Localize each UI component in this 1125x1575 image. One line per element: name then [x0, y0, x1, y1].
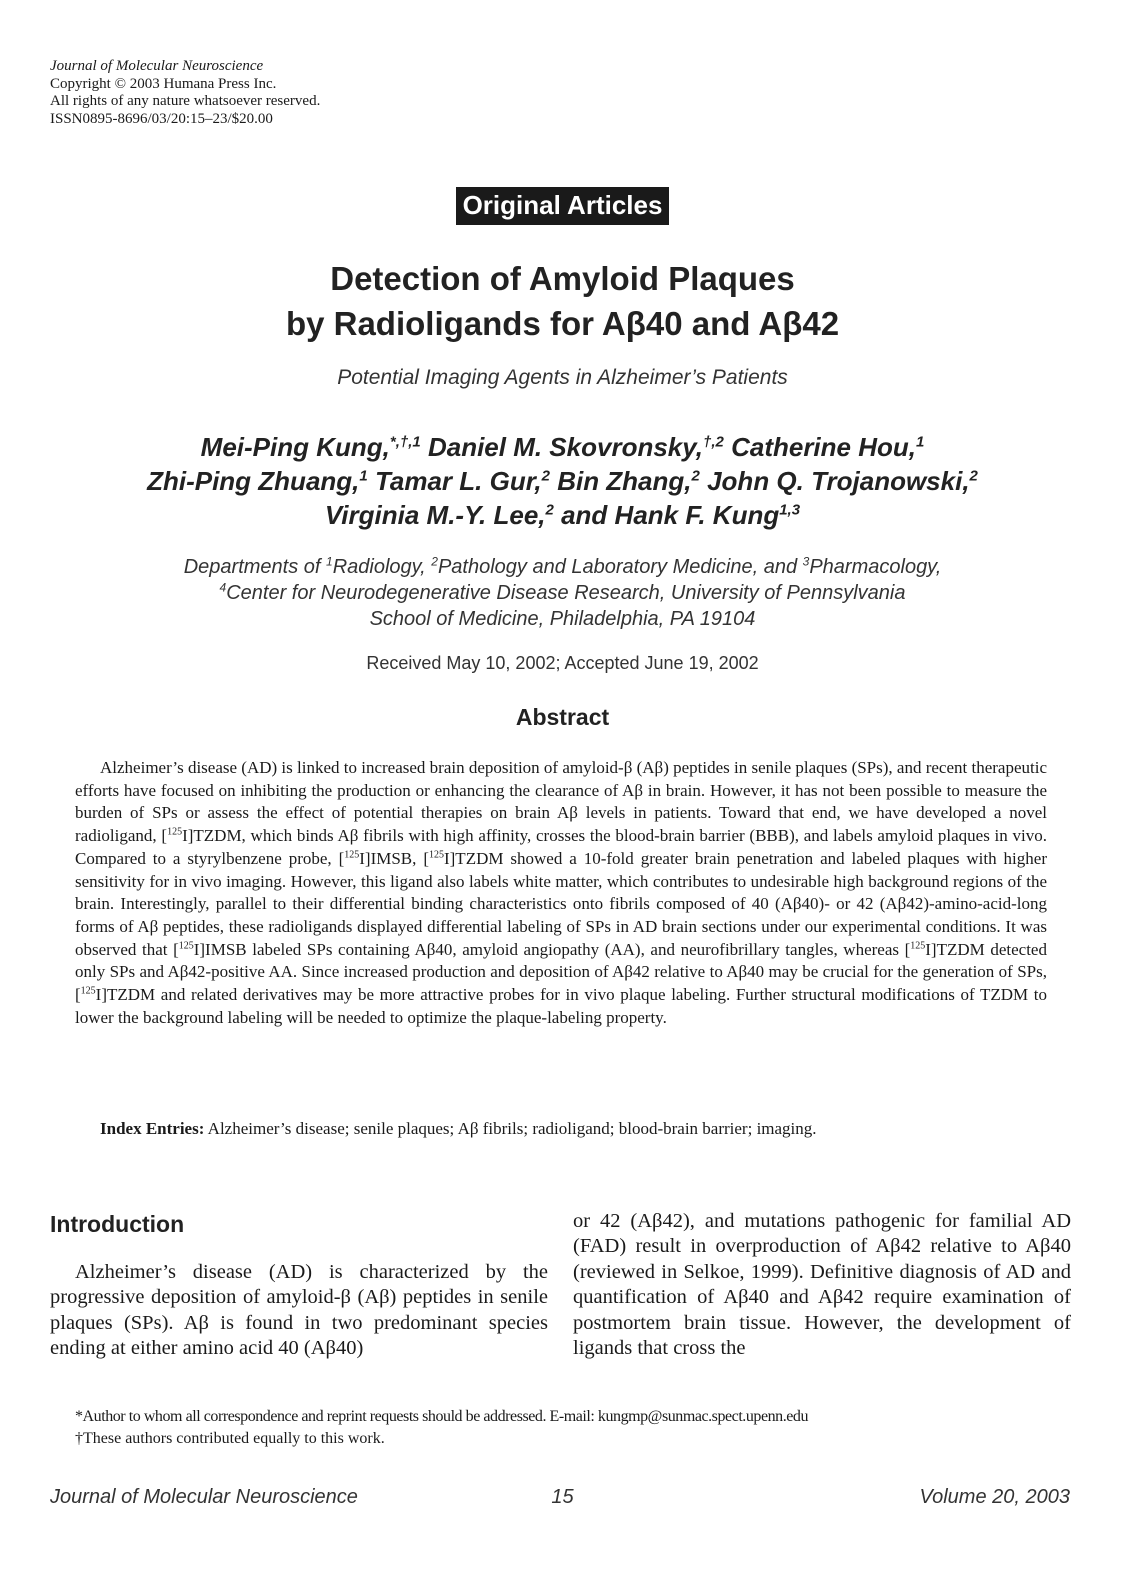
author-name: Daniel M. Skovronsky,: [427, 432, 703, 462]
author-affil-mark: 1: [359, 467, 368, 485]
footer-journal-name: Journal of Molecular Neuroscience: [50, 1486, 358, 1508]
affiliation-line-1: [0, 554, 1125, 580]
abstract-text: Alzheimer’s disease (AD) is linked to increased brain deposition of amyloid-β (Aβ) peptides in senile plaques (SPs), and recent therapeutic efforts have focused on inhibiting the production or enhancing the clearance of Aβ in brain. However, it has not been possible to measure the burden of SPs or assess the effect of potential therapies on brain Aβ levels in patients. Toward that end, we have developed a novel radioligand, [: [75, 758, 1047, 846]
journal-name: Journal of Molecular Neuroscience: [50, 58, 264, 74]
affiliation-line-2: [0, 580, 1125, 606]
affil-text: Pathology and Laboratory Medicine, and: [437, 556, 803, 578]
author-affil-mark: 1: [916, 433, 925, 451]
author-affil-mark: 1,3: [779, 501, 801, 519]
author-line-1: [0, 430, 1125, 464]
received-accepted-dates: Received May 10, 2002; Accepted June 19, 2002: [366, 653, 759, 673]
abstract-text: I]TZDM, which binds Aβ fibrils with high affinity, crosses the blood-brain barrier (BBB), and labels amyloid plaques in vivo. Compared to a styrylbenzene probe, [: [75, 826, 1047, 868]
author-name: John Q. Trojanowski,: [707, 466, 970, 496]
author-list: [0, 430, 1125, 532]
affil-text: Departments of: [183, 556, 327, 578]
author-name: and Hank F. Kung: [561, 500, 780, 530]
author-affil-mark: 2: [545, 501, 554, 519]
isotope-mark: 125: [167, 826, 183, 838]
title-line-2: by Radioligands for Aβ40 and Aβ42: [285, 305, 840, 342]
author-affil-mark: 2: [541, 467, 550, 485]
affil-mark: 4: [219, 580, 227, 595]
index-entries-text: Alzheimer’s disease; senile plaques; Aβ fibrils; radioligand; blood-brain barrier; imaging.: [204, 1119, 817, 1138]
copyright-line: Copyright © 2003 Humana Press Inc.: [50, 75, 277, 92]
affil-mark: 2: [431, 554, 438, 569]
abstract-text: I]IMSB, [: [359, 848, 429, 868]
author-name: Mei-Ping Kung,: [200, 432, 390, 462]
section-label-container: [0, 187, 1125, 225]
isotope-mark: 125: [428, 849, 444, 861]
index-entries: [100, 1118, 1060, 1140]
affil-mark: 1: [326, 554, 333, 569]
abstract-text: I]TZDM and related derivatives may be more attractive probes for in vivo plaque labeling. Further structural modifications of TZDM to lower the background labeling will be needed to optimize the plaque-labeling property.: [75, 985, 1047, 1027]
index-entries-label: Index Entries:: [100, 1119, 205, 1138]
author-name: Bin Zhang,: [557, 466, 692, 496]
author-name: Catherine Hou,: [731, 432, 916, 462]
journal-meta: [50, 58, 320, 128]
section-label: Original Articles: [456, 187, 670, 225]
isotope-mark: 125: [178, 939, 194, 951]
introduction-right-column: or 42 (Aβ42), and mutations pathogenic for familial AD (FAD) result in overproduction of Aβ42 relative to Aβ40 (reviewed in Selkoe, 1999). Definitive diagnosis of AD and quantification of Aβ40 and Aβ42 require examination of postmortem brain tissue. However, the development of ligands that cross the: [573, 1210, 1071, 1360]
author-name: Tamar L. Gur,: [374, 466, 542, 496]
affiliation-line-3: School of Medicine, Philadelphia, PA 19104: [369, 608, 756, 630]
author-name: Zhi-Ping Zhuang,: [147, 466, 360, 496]
rights-line: All rights of any nature whatsoever reserved.: [50, 93, 321, 109]
author-affil-mark: 2: [691, 467, 700, 485]
author-name: Virginia M.-Y. Lee,: [324, 500, 546, 530]
author-line-3: [0, 498, 1125, 532]
author-affil-mark: 2: [969, 467, 978, 485]
isotope-mark: 125: [910, 939, 926, 951]
affil-mark: 3: [802, 554, 810, 569]
isotope-mark: 125: [344, 849, 360, 861]
abstract-text: I]TZDM showed a 10-fold greater brain penetration and labeled plaques with higher sensitivity for in vivo imaging. However, this ligand also labels white matter, which contributes to undesirable high background regions of the brain. Interestingly, parallel to their differential binding characteristics onto fibrils composed of 40 (Aβ40)- or 42 (Aβ42)-amino-acid-long forms of Aβ peptides, these radioligands displayed differential labeling of SPs in AD brain sections under our experimental conditions. It was observed that [: [75, 848, 1047, 959]
author-affil-mark: *,†,1: [389, 433, 421, 451]
affil-text: Radiology,: [332, 556, 432, 578]
introduction-left-column: Alzheimer’s disease (AD) is characterized by the progressive deposition of amyloid-β (Aβ) peptides in senile plaques (SPs). Aβ is found in two predominant species ending at either amino acid 40 (Aβ40): [50, 1261, 548, 1360]
footer-page-number: 15: [551, 1486, 574, 1508]
affil-text: Pharmacology,: [809, 556, 942, 578]
footer-volume: Volume 20, 2003: [919, 1486, 1070, 1508]
abstract-body: [75, 757, 1047, 1029]
footnote-equal-contribution: †These authors contributed equally to this work.: [75, 1430, 385, 1447]
article-subtitle: Potential Imaging Agents in Alzheimer’s Patients: [337, 366, 788, 389]
introduction-heading: Introduction: [50, 1211, 185, 1237]
affiliations: [0, 554, 1125, 632]
abstract-text: I]IMSB labeled SPs containing Aβ40, amyloid angiopathy (AA), and neurofibrillary tangles, whereas [: [193, 939, 911, 959]
issn-line: ISSN0895-8696/03/20:15–23/$20.00: [50, 110, 273, 127]
article-title: [0, 256, 1125, 346]
abstract-text: I]TZDM detected only SPs and Aβ42-positive AA. Since increased production and deposition of Aβ42 relative to Aβ40 may be crucial for the generation of SPs, [: [75, 939, 1047, 1005]
footnote-correspondence: *Author to whom all correspondence and reprint requests should be addressed. E-mail: kungmp@sunmac.spect.upenn.edu: [75, 1408, 809, 1425]
title-line-1: Detection of Amyloid Plaques: [330, 260, 795, 297]
footnotes: [75, 1406, 1070, 1450]
author-affil-mark: †,2: [702, 433, 724, 451]
isotope-mark: 125: [80, 985, 96, 997]
abstract-heading: Abstract: [515, 704, 610, 730]
author-line-2: [0, 464, 1125, 498]
affil-text: Center for Neurodegenerative Disease Research, University of Pennsylvania: [226, 582, 906, 604]
